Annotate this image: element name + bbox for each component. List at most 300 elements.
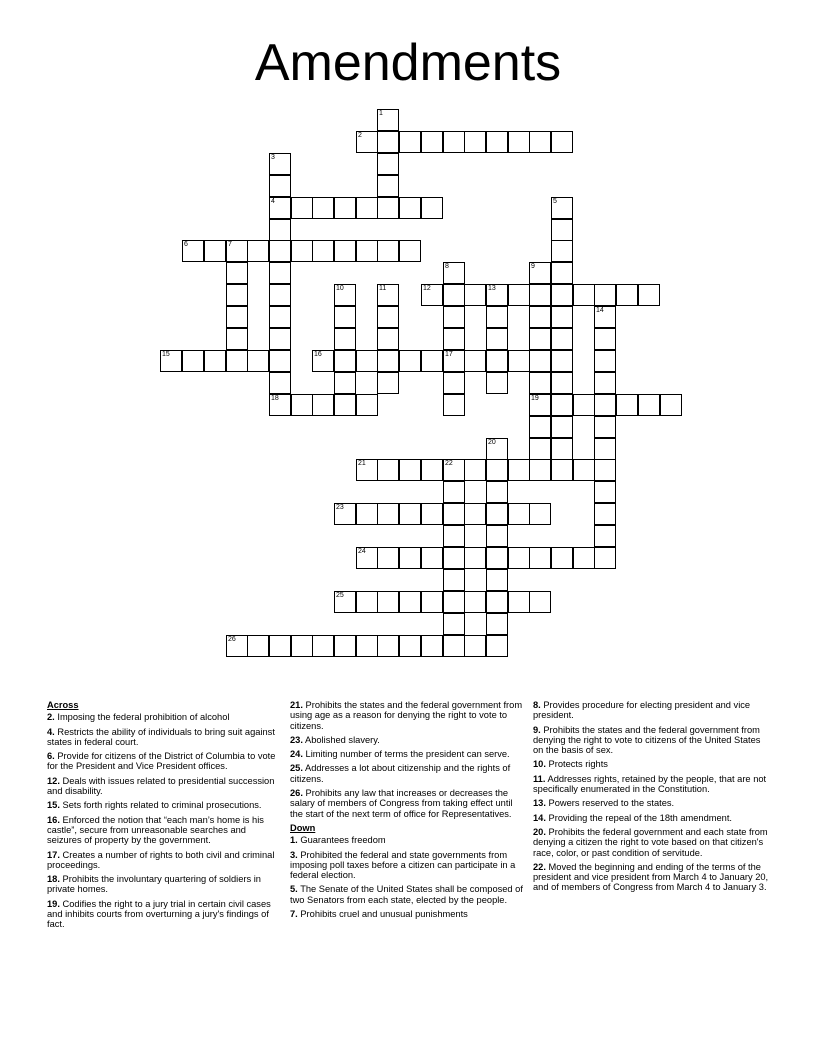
crossword-cell[interactable] [226, 240, 248, 262]
crossword-cell[interactable] [312, 197, 334, 219]
crossword-cell[interactable] [443, 284, 465, 306]
clue-number-label: 18. [47, 874, 60, 885]
crossword-cell[interactable] [356, 591, 378, 613]
crossword-cell[interactable] [443, 613, 465, 635]
clue-number-label: 1. [290, 835, 298, 846]
crossword-cell[interactable] [377, 372, 399, 394]
crossword-cell[interactable] [226, 350, 248, 372]
clue-text: Abolished slavery. [305, 734, 380, 745]
crossword-cell[interactable] [551, 459, 573, 481]
crossword-cell[interactable] [443, 481, 465, 503]
across-clue [47, 899, 277, 930]
clue-text: Creates a number of rights to both civil and criminal proceedings. [47, 849, 275, 870]
crossword-cell[interactable] [638, 394, 660, 416]
crossword-cell[interactable] [443, 503, 465, 525]
crossword-cell[interactable] [508, 547, 530, 569]
clue-number: 2 [358, 132, 362, 139]
crossword-cell[interactable] [616, 394, 638, 416]
crossword-cell[interactable] [486, 438, 508, 460]
crossword-cell[interactable] [399, 459, 421, 481]
crossword-cell[interactable] [443, 350, 465, 372]
crossword-cell[interactable] [312, 394, 334, 416]
crossword-cell[interactable] [594, 525, 616, 547]
crossword-cell[interactable] [551, 438, 573, 460]
crossword-cell[interactable] [573, 547, 595, 569]
crossword-cell[interactable] [356, 394, 378, 416]
crossword-cell[interactable] [551, 240, 573, 262]
crossword-cell[interactable] [334, 635, 356, 657]
crossword-cell[interactable] [594, 416, 616, 438]
clue-number: 3 [271, 154, 275, 161]
crossword-cell[interactable] [269, 284, 291, 306]
clue-number: 20 [488, 439, 496, 446]
crossword-cell[interactable] [486, 525, 508, 547]
crossword-cell[interactable] [529, 591, 551, 613]
clue-text: Prohibits the federal government and each state from denying a citizen the right to vote based on that citizen's race, color, or past condition of servitude. [533, 826, 768, 858]
crossword-cell[interactable] [443, 525, 465, 547]
crossword-cell[interactable] [291, 240, 313, 262]
across-clue [47, 751, 277, 772]
crossword-cell[interactable] [269, 372, 291, 394]
across-clue [290, 763, 526, 784]
clue-text: Codifies the right to a jury trial in certain civil cases and inhibits courts from overturning a jury's findings of fact. [47, 898, 271, 930]
crossword-cell[interactable] [269, 328, 291, 350]
crossword-cell[interactable] [594, 328, 616, 350]
clue-number: 22 [445, 460, 453, 467]
crossword-cell[interactable] [486, 503, 508, 525]
down-clue [290, 850, 526, 881]
across-clue [47, 712, 277, 722]
crossword-cell[interactable] [443, 547, 465, 569]
crossword-cell[interactable] [529, 438, 551, 460]
clue-text: Prohibited the federal and state governments from imposing poll taxes before a citizen can participate in a federal election. [290, 849, 516, 881]
down-clue [533, 725, 769, 756]
crossword-cell[interactable] [486, 131, 508, 153]
clue-number-label: 14. [533, 812, 546, 823]
clue-text: Restricts the ability of individuals to bring suit against states in federal court. [47, 726, 275, 747]
clue-number-label: 15. [47, 800, 60, 811]
crossword-cell[interactable] [269, 175, 291, 197]
crossword-cell[interactable] [529, 328, 551, 350]
clue-number: 8 [445, 263, 449, 270]
across-clue [47, 874, 277, 895]
crossword-cell[interactable] [291, 394, 313, 416]
crossword-cell[interactable] [269, 350, 291, 372]
across-clue [47, 776, 277, 797]
crossword-cell[interactable] [334, 197, 356, 219]
crossword-cell[interactable] [486, 372, 508, 394]
clue-number: 13 [488, 285, 496, 292]
clue-number: 26 [228, 636, 236, 643]
crossword-cell[interactable] [443, 635, 465, 657]
clue-number: 23 [336, 504, 344, 511]
down-clue [533, 759, 769, 769]
crossword-cell[interactable] [464, 547, 486, 569]
crossword-cell[interactable] [377, 306, 399, 328]
crossword-cell[interactable] [356, 547, 378, 569]
crossword-cell[interactable] [529, 262, 551, 284]
clue-number-label: 13. [533, 798, 546, 809]
crossword-cell[interactable] [356, 635, 378, 657]
crossword-cell[interactable] [356, 131, 378, 153]
clue-number: 9 [531, 263, 535, 270]
crossword-cell[interactable] [334, 350, 356, 372]
crossword-cell[interactable] [638, 284, 660, 306]
across-clue [290, 700, 526, 731]
crossword-cell[interactable] [508, 459, 530, 481]
crossword-cell[interactable] [399, 131, 421, 153]
clue-number: 21 [358, 460, 366, 467]
crossword-cell[interactable] [508, 131, 530, 153]
crossword-cell[interactable] [464, 459, 486, 481]
clue-text: Prohibits any law that increases or decreases the salary of members of Congress from taking effect until the start of the next term of office for Representatives. [290, 788, 513, 819]
crossword-cell[interactable] [247, 240, 269, 262]
clue-text: The Senate of the United States shall be composed of two Senators from each state, elected by the people. [290, 884, 523, 905]
crossword-cell[interactable] [204, 240, 226, 262]
across-clue [47, 815, 277, 846]
clue-text: Limiting number of terms the president can serve. [305, 749, 510, 760]
clue-text: Powers reserved to the states. [548, 798, 675, 809]
clue-number-label: 23. [290, 734, 303, 745]
crossword-cell[interactable] [269, 394, 291, 416]
clues-column-1 [47, 700, 277, 934]
clue-number-label: 16. [47, 814, 60, 825]
crossword-cell[interactable] [399, 591, 421, 613]
crossword-cell[interactable] [464, 131, 486, 153]
clue-text: Protects rights [548, 759, 608, 770]
down-clue [533, 813, 769, 823]
crossword-cell[interactable] [594, 350, 616, 372]
clue-number: 14 [596, 307, 604, 314]
clue-number: 4 [271, 198, 275, 205]
crossword-cell[interactable] [529, 503, 551, 525]
crossword-cell[interactable] [551, 328, 573, 350]
clue-text: Prohibits cruel and unusual punishments [300, 909, 468, 920]
crossword-cell[interactable] [377, 328, 399, 350]
crossword-cell[interactable] [377, 175, 399, 197]
crossword-cell[interactable] [399, 503, 421, 525]
clue-number-label: 2. [47, 712, 55, 723]
crossword-cell[interactable] [377, 503, 399, 525]
clue-number: 12 [423, 285, 431, 292]
crossword-cell[interactable] [421, 591, 443, 613]
crossword-cell[interactable] [182, 240, 204, 262]
crossword-cell[interactable] [529, 394, 551, 416]
crossword-cell[interactable] [573, 459, 595, 481]
crossword-cell[interactable] [334, 591, 356, 613]
crossword-cell[interactable] [269, 262, 291, 284]
crossword-cell[interactable] [551, 306, 573, 328]
crossword-cell[interactable] [226, 635, 248, 657]
crossword-cell[interactable] [529, 459, 551, 481]
crossword-cell[interactable] [421, 503, 443, 525]
puzzle-title: Amendments [254, 34, 562, 92]
crossword-cell[interactable] [334, 372, 356, 394]
clue-text: Prohibits the involuntary quartering of soldiers in private homes. [47, 874, 261, 895]
crossword-cell[interactable] [529, 547, 551, 569]
crossword-cell[interactable] [377, 591, 399, 613]
crossword-cell[interactable] [269, 197, 291, 219]
crossword-cell[interactable] [443, 372, 465, 394]
clue-text: Prohibits the states and the federal government from using age as a reason for denying the right to vote to citizens. [290, 700, 523, 731]
crossword-cell[interactable] [334, 240, 356, 262]
clue-number-label: 10. [533, 759, 546, 770]
across-clue [47, 850, 277, 871]
clue-number-label: 17. [47, 849, 60, 860]
crossword-cell[interactable] [399, 350, 421, 372]
crossword-cell[interactable] [226, 328, 248, 350]
crossword-cell[interactable] [443, 328, 465, 350]
down-clue [533, 798, 769, 808]
clue-number: 19 [531, 395, 539, 402]
clue-number: 24 [358, 548, 366, 555]
crossword-cell[interactable] [421, 459, 443, 481]
crossword-cell[interactable] [551, 547, 573, 569]
clue-number-label: 9. [533, 724, 541, 735]
crossword-cell[interactable] [486, 481, 508, 503]
down-clue [533, 862, 769, 893]
crossword-cell[interactable] [594, 284, 616, 306]
clue-text: Guarantees freedom [300, 835, 386, 846]
crossword-cell[interactable] [594, 547, 616, 569]
clue-text: Moved the beginning and ending of the terms of the president and vice president from March 4 to January 20, and of members of Congress from March 4 to January 3. [533, 861, 769, 893]
crossword-cell[interactable] [377, 240, 399, 262]
clues-column-2 [290, 700, 526, 923]
crossword-cell[interactable] [377, 284, 399, 306]
crossword-cell[interactable] [529, 284, 551, 306]
clue-number-label: 7. [290, 909, 298, 920]
crossword-cell[interactable] [486, 459, 508, 481]
clue-number: 18 [271, 395, 279, 402]
crossword-cell[interactable] [377, 131, 399, 153]
crossword-cell[interactable] [508, 284, 530, 306]
crossword-cell[interactable] [269, 240, 291, 262]
crossword-cell[interactable] [594, 372, 616, 394]
crossword-cell[interactable] [226, 262, 248, 284]
crossword-cell[interactable] [464, 350, 486, 372]
clue-number-label: 11. [533, 773, 546, 784]
crossword-cell[interactable] [486, 547, 508, 569]
crossword-cell[interactable] [399, 547, 421, 569]
clue-text: Addresses a lot about citizenship and the rights of citizens. [290, 763, 511, 784]
crossword-cell[interactable] [334, 503, 356, 525]
clue-text: Enforced the notion that “each man’s home is his castle”, secure from unreasonable searches and seizures of property by the government. [47, 814, 264, 846]
crossword-cell[interactable] [443, 306, 465, 328]
crossword-cell[interactable] [312, 635, 334, 657]
clues-column-3 [533, 700, 769, 897]
clue-text: Sets forth rights related to criminal prosecutions. [62, 800, 262, 811]
across-heading: Across [47, 700, 79, 710]
crossword-cell[interactable] [291, 635, 313, 657]
down-clue [533, 827, 769, 858]
clue-text: Provide for citizens of the District of Columbia to vote for the President and Vice President offices. [47, 751, 276, 772]
clue-number-label: 26. [290, 788, 303, 799]
crossword-cell[interactable] [421, 635, 443, 657]
across-clue [47, 727, 277, 748]
clue-number-label: 4. [47, 726, 55, 737]
crossword-cell[interactable] [160, 350, 182, 372]
crossword-cell[interactable] [551, 416, 573, 438]
clue-number-label: 22. [533, 861, 546, 872]
crossword-cell[interactable] [529, 416, 551, 438]
crossword-cell[interactable] [529, 131, 551, 153]
crossword-cell[interactable] [377, 459, 399, 481]
crossword-cell[interactable] [269, 219, 291, 241]
crossword-cell[interactable] [551, 284, 573, 306]
crossword-cell[interactable] [486, 569, 508, 591]
crossword-cell[interactable] [551, 394, 573, 416]
clue-number-label: 24. [290, 749, 303, 760]
clue-number: 11 [379, 285, 387, 292]
crossword-cell[interactable] [464, 503, 486, 525]
crossword-cell[interactable] [551, 262, 573, 284]
crossword-cell[interactable] [529, 350, 551, 372]
crossword-cell[interactable] [377, 350, 399, 372]
crossword-cell[interactable] [529, 306, 551, 328]
crossword-cell[interactable] [421, 131, 443, 153]
clue-number: 7 [228, 241, 232, 248]
crossword-cell[interactable] [508, 591, 530, 613]
crossword-cell[interactable] [421, 547, 443, 569]
crossword-cell[interactable] [573, 394, 595, 416]
crossword-cell[interactable] [573, 284, 595, 306]
crossword-cell[interactable] [486, 284, 508, 306]
crossword-cell[interactable] [226, 284, 248, 306]
crossword-cell[interactable] [377, 547, 399, 569]
clue-number-label: 5. [290, 884, 298, 895]
crossword-cell[interactable] [486, 328, 508, 350]
crossword-cell[interactable] [421, 197, 443, 219]
crossword-cell[interactable] [443, 591, 465, 613]
crossword-cell[interactable] [443, 459, 465, 481]
down-clue [290, 909, 526, 919]
clue-number-label: 20. [533, 826, 546, 837]
crossword-cell[interactable] [551, 219, 573, 241]
clue-number: 25 [336, 592, 344, 599]
crossword-cell[interactable] [421, 284, 443, 306]
crossword-cell[interactable] [377, 153, 399, 175]
clue-number: 1 [379, 110, 383, 117]
clue-text: Provides procedure for electing president and vice president. [533, 700, 751, 721]
crossword-cell[interactable] [399, 635, 421, 657]
crossword-cell[interactable] [291, 197, 313, 219]
crossword-cell[interactable] [443, 394, 465, 416]
crossword-cell[interactable] [551, 372, 573, 394]
crossword-cell[interactable] [356, 197, 378, 219]
crossword-cell[interactable] [334, 394, 356, 416]
crossword-cell[interactable] [551, 197, 573, 219]
crossword-cell[interactable] [443, 569, 465, 591]
crossword-cell[interactable] [529, 372, 551, 394]
down-clue [533, 700, 769, 721]
clue-number-label: 6. [47, 751, 55, 762]
crossword-cell[interactable] [486, 635, 508, 657]
crossword-cell[interactable] [247, 350, 269, 372]
across-clue [47, 800, 277, 810]
clue-text: Prohibits the states and the federal government from denying the right to vote to citizens of the United States on the basis of sex. [533, 724, 761, 756]
crossword-cell[interactable] [594, 503, 616, 525]
clue-number-label: 21. [290, 700, 303, 710]
clue-number-label: 3. [290, 849, 298, 860]
crossword-cell[interactable] [594, 481, 616, 503]
crossword-cell[interactable] [551, 350, 573, 372]
crossword-cell[interactable] [421, 350, 443, 372]
clue-number: 17 [445, 351, 453, 358]
crossword-cell[interactable] [312, 350, 334, 372]
crossword-cell[interactable] [594, 459, 616, 481]
crossword-cell[interactable] [377, 635, 399, 657]
across-clue [290, 749, 526, 759]
clue-number: 16 [314, 351, 322, 358]
crossword-cell[interactable] [269, 306, 291, 328]
clue-number-label: 12. [47, 775, 60, 786]
crossword-cell[interactable] [464, 591, 486, 613]
crossword-cell[interactable] [616, 284, 638, 306]
clue-text: Addresses rights, retained by the people, that are not specifically enumerated in the Constitution. [533, 773, 767, 795]
crossword-cell[interactable] [226, 306, 248, 328]
crossword-cell[interactable] [204, 350, 226, 372]
crossword-cell[interactable] [312, 240, 334, 262]
crossword-cell[interactable] [443, 131, 465, 153]
crossword-cell[interactable] [377, 197, 399, 219]
crossword-cell[interactable] [486, 591, 508, 613]
crossword-cell[interactable] [377, 109, 399, 131]
down-clue [533, 774, 769, 795]
crossword-cell[interactable] [443, 262, 465, 284]
crossword-cell[interactable] [334, 328, 356, 350]
down-clue [290, 884, 526, 905]
crossword-cell[interactable] [660, 394, 682, 416]
crossword-cell[interactable] [486, 306, 508, 328]
crossword-cell[interactable] [182, 350, 204, 372]
crossword-cell[interactable] [334, 306, 356, 328]
crossword-cell[interactable] [486, 613, 508, 635]
down-clue [290, 835, 526, 845]
clue-text: Imposing the federal prohibition of alcohol [57, 712, 230, 723]
crossword-cell[interactable] [356, 503, 378, 525]
crossword-cell[interactable] [269, 153, 291, 175]
crossword-cell[interactable] [464, 284, 486, 306]
crossword-cell[interactable] [399, 240, 421, 262]
clue-text: Providing the repeal of the 18th amendment. [548, 812, 733, 823]
down-heading: Down [290, 822, 316, 833]
crossword-cell[interactable] [508, 350, 530, 372]
crossword-cell[interactable] [551, 131, 573, 153]
clue-number: 15 [162, 351, 170, 358]
clue-number-label: 8. [533, 700, 541, 710]
crossword-cell[interactable] [269, 635, 291, 657]
clue-number-label: 25. [290, 763, 303, 774]
across-clue [290, 735, 526, 745]
clue-number: 5 [553, 198, 557, 205]
clue-number-label: 19. [47, 898, 60, 909]
clue-number: 10 [336, 285, 344, 292]
crossword-cell[interactable] [356, 350, 378, 372]
crossword-cell[interactable] [594, 438, 616, 460]
clue-text: Deals with issues related to presidential succession and disability. [47, 775, 275, 797]
crossword-cell[interactable] [594, 394, 616, 416]
crossword-cell[interactable] [594, 306, 616, 328]
crossword-cell[interactable] [334, 284, 356, 306]
crossword-cell[interactable] [464, 635, 486, 657]
crossword-cell[interactable] [247, 635, 269, 657]
crossword-cell[interactable] [508, 503, 530, 525]
crossword-cell[interactable] [356, 240, 378, 262]
across-clue [290, 788, 526, 819]
crossword-cell[interactable] [399, 197, 421, 219]
crossword-cell[interactable] [486, 350, 508, 372]
crossword-cell[interactable] [356, 459, 378, 481]
